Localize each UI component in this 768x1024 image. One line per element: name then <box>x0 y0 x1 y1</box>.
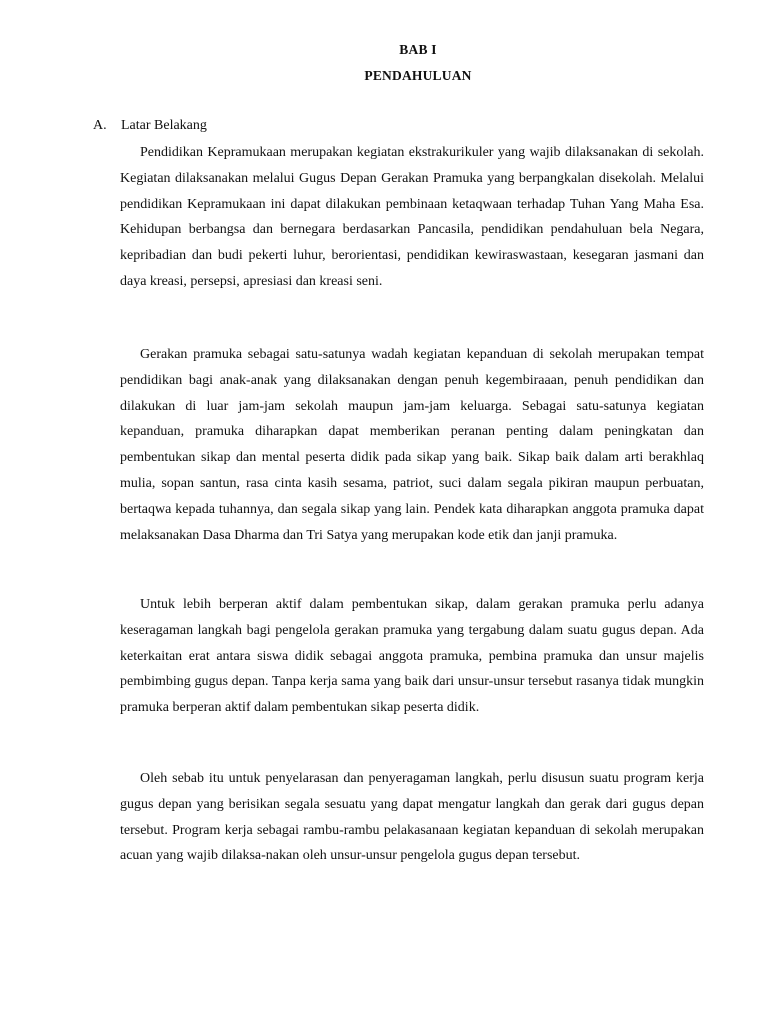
paragraph-1: Pendidikan Kepramukaan merupakan kegiatan ekstrakurikuler yang wajib dilaksanakan di sekolah. Kegiatan dilaksanakan melalui Gugus Depan Gerakan Pramuka yang berpangkalan disekolah. Melalui pendidikan Kepramukaan ini dapat dilakukan pembinaan ketaqwaan terhadap Tuhan Yang Maha Esa. Kehidupan berbangsa dan bernegara berdasarkan Pancasila, pendidikan pendahuluan bela Negara, kepribadian dan budi pekerti luhur, berorientasi, pendidikan kewiraswastaan, kesegaran jasmani dan daya kreasi, persepsi, apresiasi dan kreasi seni. <box>120 145 704 289</box>
chapter-number: BAB I <box>399 42 437 57</box>
paragraph-2: Gerakan pramuka sebagai satu-satunya wadah kegiatan kepanduan di sekolah merupakan tempat pendidikan bagi anak-anak yang dilaksanakan dengan penuh kegembiraaan, penuh pendidikan dan dilakukan di luar jam-jam sekolah maupun jam-jam keluarga. Sebagai satu-satunya kegiatan kepanduan, pramuka diharapkan dapat memberikan peranan penting dalam peningkatan dan pembentukan sikap dan mental peserta didik pada sikap yang baik. Sikap baik dalam arti berakhlaq mulia, sopan santun, rasa cinta kasih sesama, patriot, suci dalam segala pikiran maupun perbuatan, bertaqwa kepada tuhannya, dan segala sikap yang lain. Pendek kata diharapkan anggota pramuka dapat melaksanakan Dasa Dharma dan Tri Satya yang merupakan kode etik dan janji pramuka. <box>120 347 704 543</box>
section-letter: A. <box>93 118 107 133</box>
section-title: Latar Belakang <box>121 118 207 133</box>
section-heading <box>93 118 207 134</box>
chapter-title: PENDAHULUAN <box>364 68 472 83</box>
paragraph-4: Oleh sebab itu untuk penyelarasan dan penyeragaman langkah, perlu disusun suatu program kerja gugus depan yang berisikan segala sesuatu yang dapat mengatur langkah dan gerak dari gugus depan tersebut. Program kerja sebagai rambu-rambu pelakasanaan kegiatan kepanduan di sekolah merupakan acuan yang wajib dilaksa-nakan oleh unsur-unsur pengelola gugus depan tersebut. <box>120 771 704 864</box>
paragraph-3: Untuk lebih berperan aktif dalam pembentukan sikap, dalam gerakan pramuka perlu adanya keseragaman langkah bagi pengelola gerakan pramuka yang tergabung dalam suatu gugus depan. Ada keterkaitan erat antara siswa didik sebagai anggota pramuka, pembina pramuka dan unsur majelis pembimbing gugus depan. Tanpa kerja sama yang baik dari unsur-unsur tersebut rasanya tidak mungkin pramuka berperan aktif dalam pembentukan sikap peserta didik. <box>120 597 704 716</box>
